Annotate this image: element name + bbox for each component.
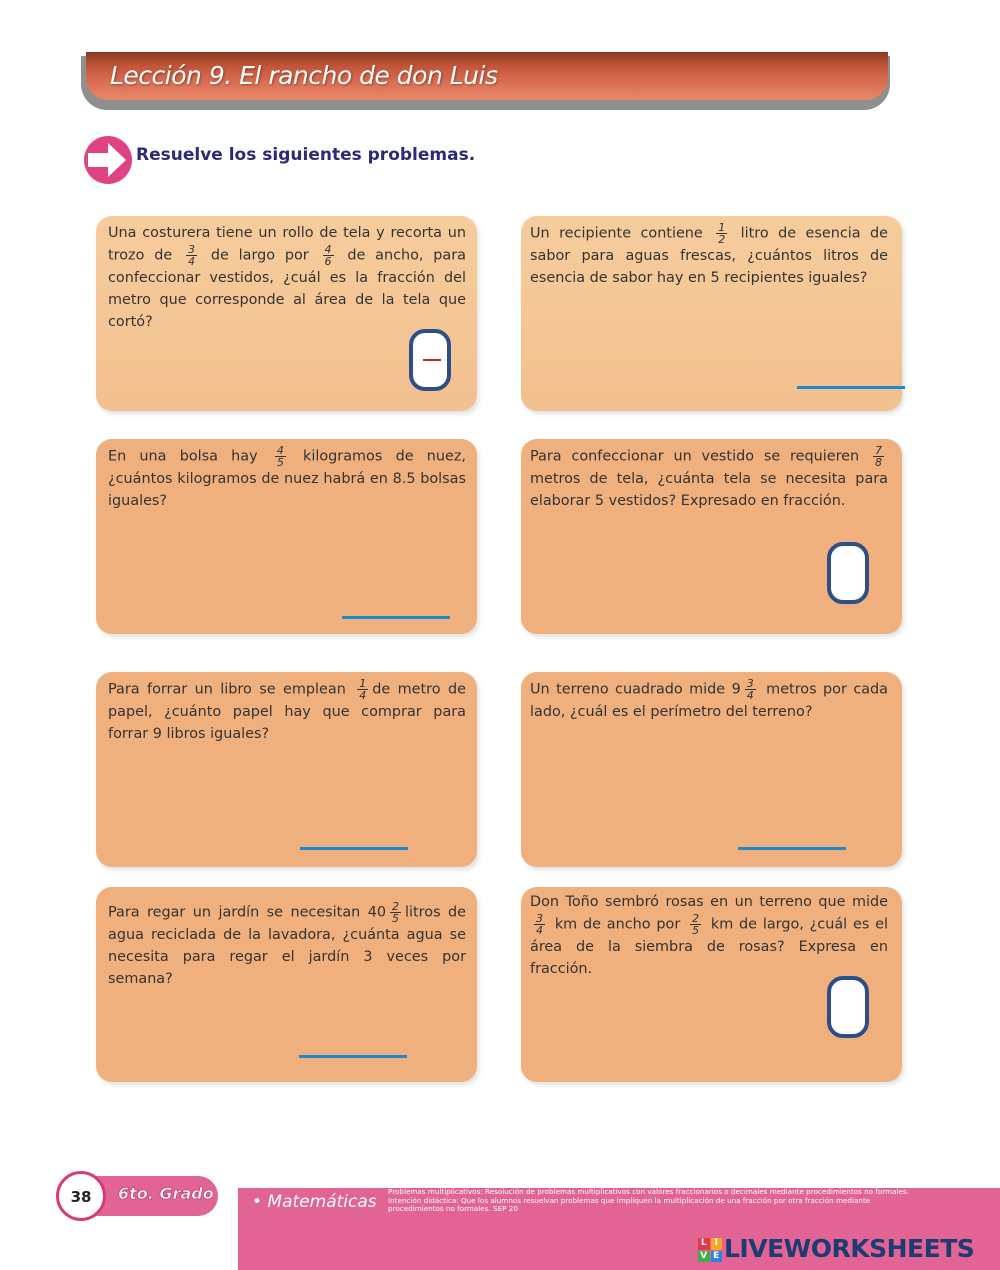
fraction-numerator: 2 [392,900,400,913]
fraction-denominator: 4 [188,255,196,268]
answer-box-input[interactable] [827,976,869,1038]
problem-text-run: km de ancho por [549,916,687,933]
fraction-denominator: 4 [536,924,543,937]
problem-card [521,887,902,1082]
fraction-numerator: 1 [359,677,367,690]
problem-text-run: Don Toño sembró rosas en un terreno que mide [530,894,888,910]
lesson-banner [86,52,888,100]
problem-card [96,672,477,867]
fraction [873,445,884,468]
logo-letter: L [698,1238,710,1250]
fraction-numerator: 3 [746,677,754,690]
fraction-denominator: 2 [718,233,726,246]
problem-text [108,222,466,333]
fraction-numerator: 7 [875,444,882,457]
problem-text-run: litro de esencia de sabor para aguas frescas, ¿cuántos litros de esencia de sabor hay en 5 recipientes iguales? [530,225,889,286]
fraction-numerator: 4 [324,243,332,256]
answer-box-input[interactable] [409,329,451,391]
problem-text [108,678,466,745]
page-number: 38 [70,1188,92,1206]
arrow-right-icon [82,134,134,186]
problem-text-run: Para forrar un libro se emplean [108,681,354,698]
fraction-denominator: 8 [875,456,882,469]
lesson-description: Problemas multiplicativos: Resolución de problemas multiplicativos con valores fraccionarios o decimales mediante procedimientos no formales. Intención didáctica: Que los alumnos resuelvan problemas que impliquen la multiplicación de una fracción por otra fracción mediante procedimientos no formales. SEP 20 [388,1187,909,1214]
fraction-denominator: 4 [746,689,754,702]
fraction [745,678,756,701]
logo-letter: V [698,1251,710,1263]
problem-text [530,445,888,512]
logo-text: LIVEWORKSHEETS [724,1234,975,1263]
fraction [716,222,727,245]
problem-text [530,891,888,980]
problem-text-run: Para regar un jardín se necesitan 40 [108,904,387,921]
fraction [275,445,286,468]
problem-text-run: Una costurera tiene un rollo de tela y recorta un trozo de [108,225,466,264]
problem-text-run: metros por cada lado, ¿cuál es el perímetro del terreno? [530,681,889,720]
fraction-numerator: 3 [188,243,196,256]
fraction [186,244,197,267]
fraction [357,678,368,701]
problem-text-run: metros de tela, ¿cuánta tela se necesita para elaborar 5 vestidos? Expresado en fracción. [530,471,888,509]
problem-text [530,222,888,289]
problem-text-run: kilogramos de nuez, ¿cuántos kilogramos de nuez habrá en 8.5 bolsas iguales? [108,448,466,509]
problem-card [521,439,902,634]
fraction [534,913,545,936]
fraction [690,913,701,936]
instruction-text: Resuelve los siguientes problemas. [136,145,476,165]
problem-card [521,216,902,411]
fraction [390,901,401,924]
lesson-title: Lección 9. El rancho de don Luis [110,61,498,90]
fraction-bar [423,359,441,361]
fraction-numerator: 2 [692,912,700,925]
problem-text [108,901,466,990]
page-number-badge [56,1171,106,1221]
answer-line-input[interactable] [299,1055,407,1058]
problem-text-run: litros de agua reciclada de la lavadora, ¿cuánta agua se necesita para regar el jardín 3 veces por semana? [108,904,467,987]
problem-card [96,216,477,411]
fraction-denominator: 5 [276,456,284,469]
problem-text-run: de largo por [201,247,319,264]
problem-text-run: En una bolsa hay [108,448,271,465]
answer-line-input[interactable] [300,847,408,850]
answer-line-input[interactable] [342,616,450,619]
subject-label: • Matemáticas [252,1192,377,1212]
problem-card [96,439,477,634]
fraction-numerator: 4 [276,444,284,457]
logo-letter: I [711,1238,723,1250]
answer-line-input[interactable] [738,847,846,850]
problem-text-run: Un terreno cuadrado mide 9 [530,681,741,698]
answer-line-input[interactable] [797,386,905,389]
fraction-denominator: 6 [324,255,332,268]
logo-icon [698,1238,722,1262]
fraction-denominator: 4 [359,689,367,702]
grade-label: 6to. Grado [118,1184,214,1203]
problem-card [521,672,902,867]
fraction-numerator: 1 [718,221,726,234]
fraction-denominator: 5 [392,912,400,925]
problem-text [108,445,466,512]
problem-text [530,678,888,723]
problem-card [96,887,477,1082]
problem-text-run: de metro de papel, ¿cuánto papel hay que comprar para forrar 9 libros iguales? [108,681,466,742]
answer-box-input[interactable] [827,542,869,604]
problem-text-run: km de largo, ¿cuál es el área de la siembra de rosas? Expresa en fracción. [530,916,888,977]
fraction [323,244,334,267]
problem-text-run: Para confeccionar un vestido se requieren [530,448,869,465]
fraction-numerator: 3 [536,912,543,925]
logo-letter: E [711,1251,723,1263]
problem-text-run: de ancho, para confeccionar vestidos, ¿cuál es la fracción del metro que corresponde al área de la tela que cortó? [108,247,466,330]
fraction-denominator: 5 [692,924,700,937]
problem-text-run: Un recipiente contiene [530,225,713,242]
